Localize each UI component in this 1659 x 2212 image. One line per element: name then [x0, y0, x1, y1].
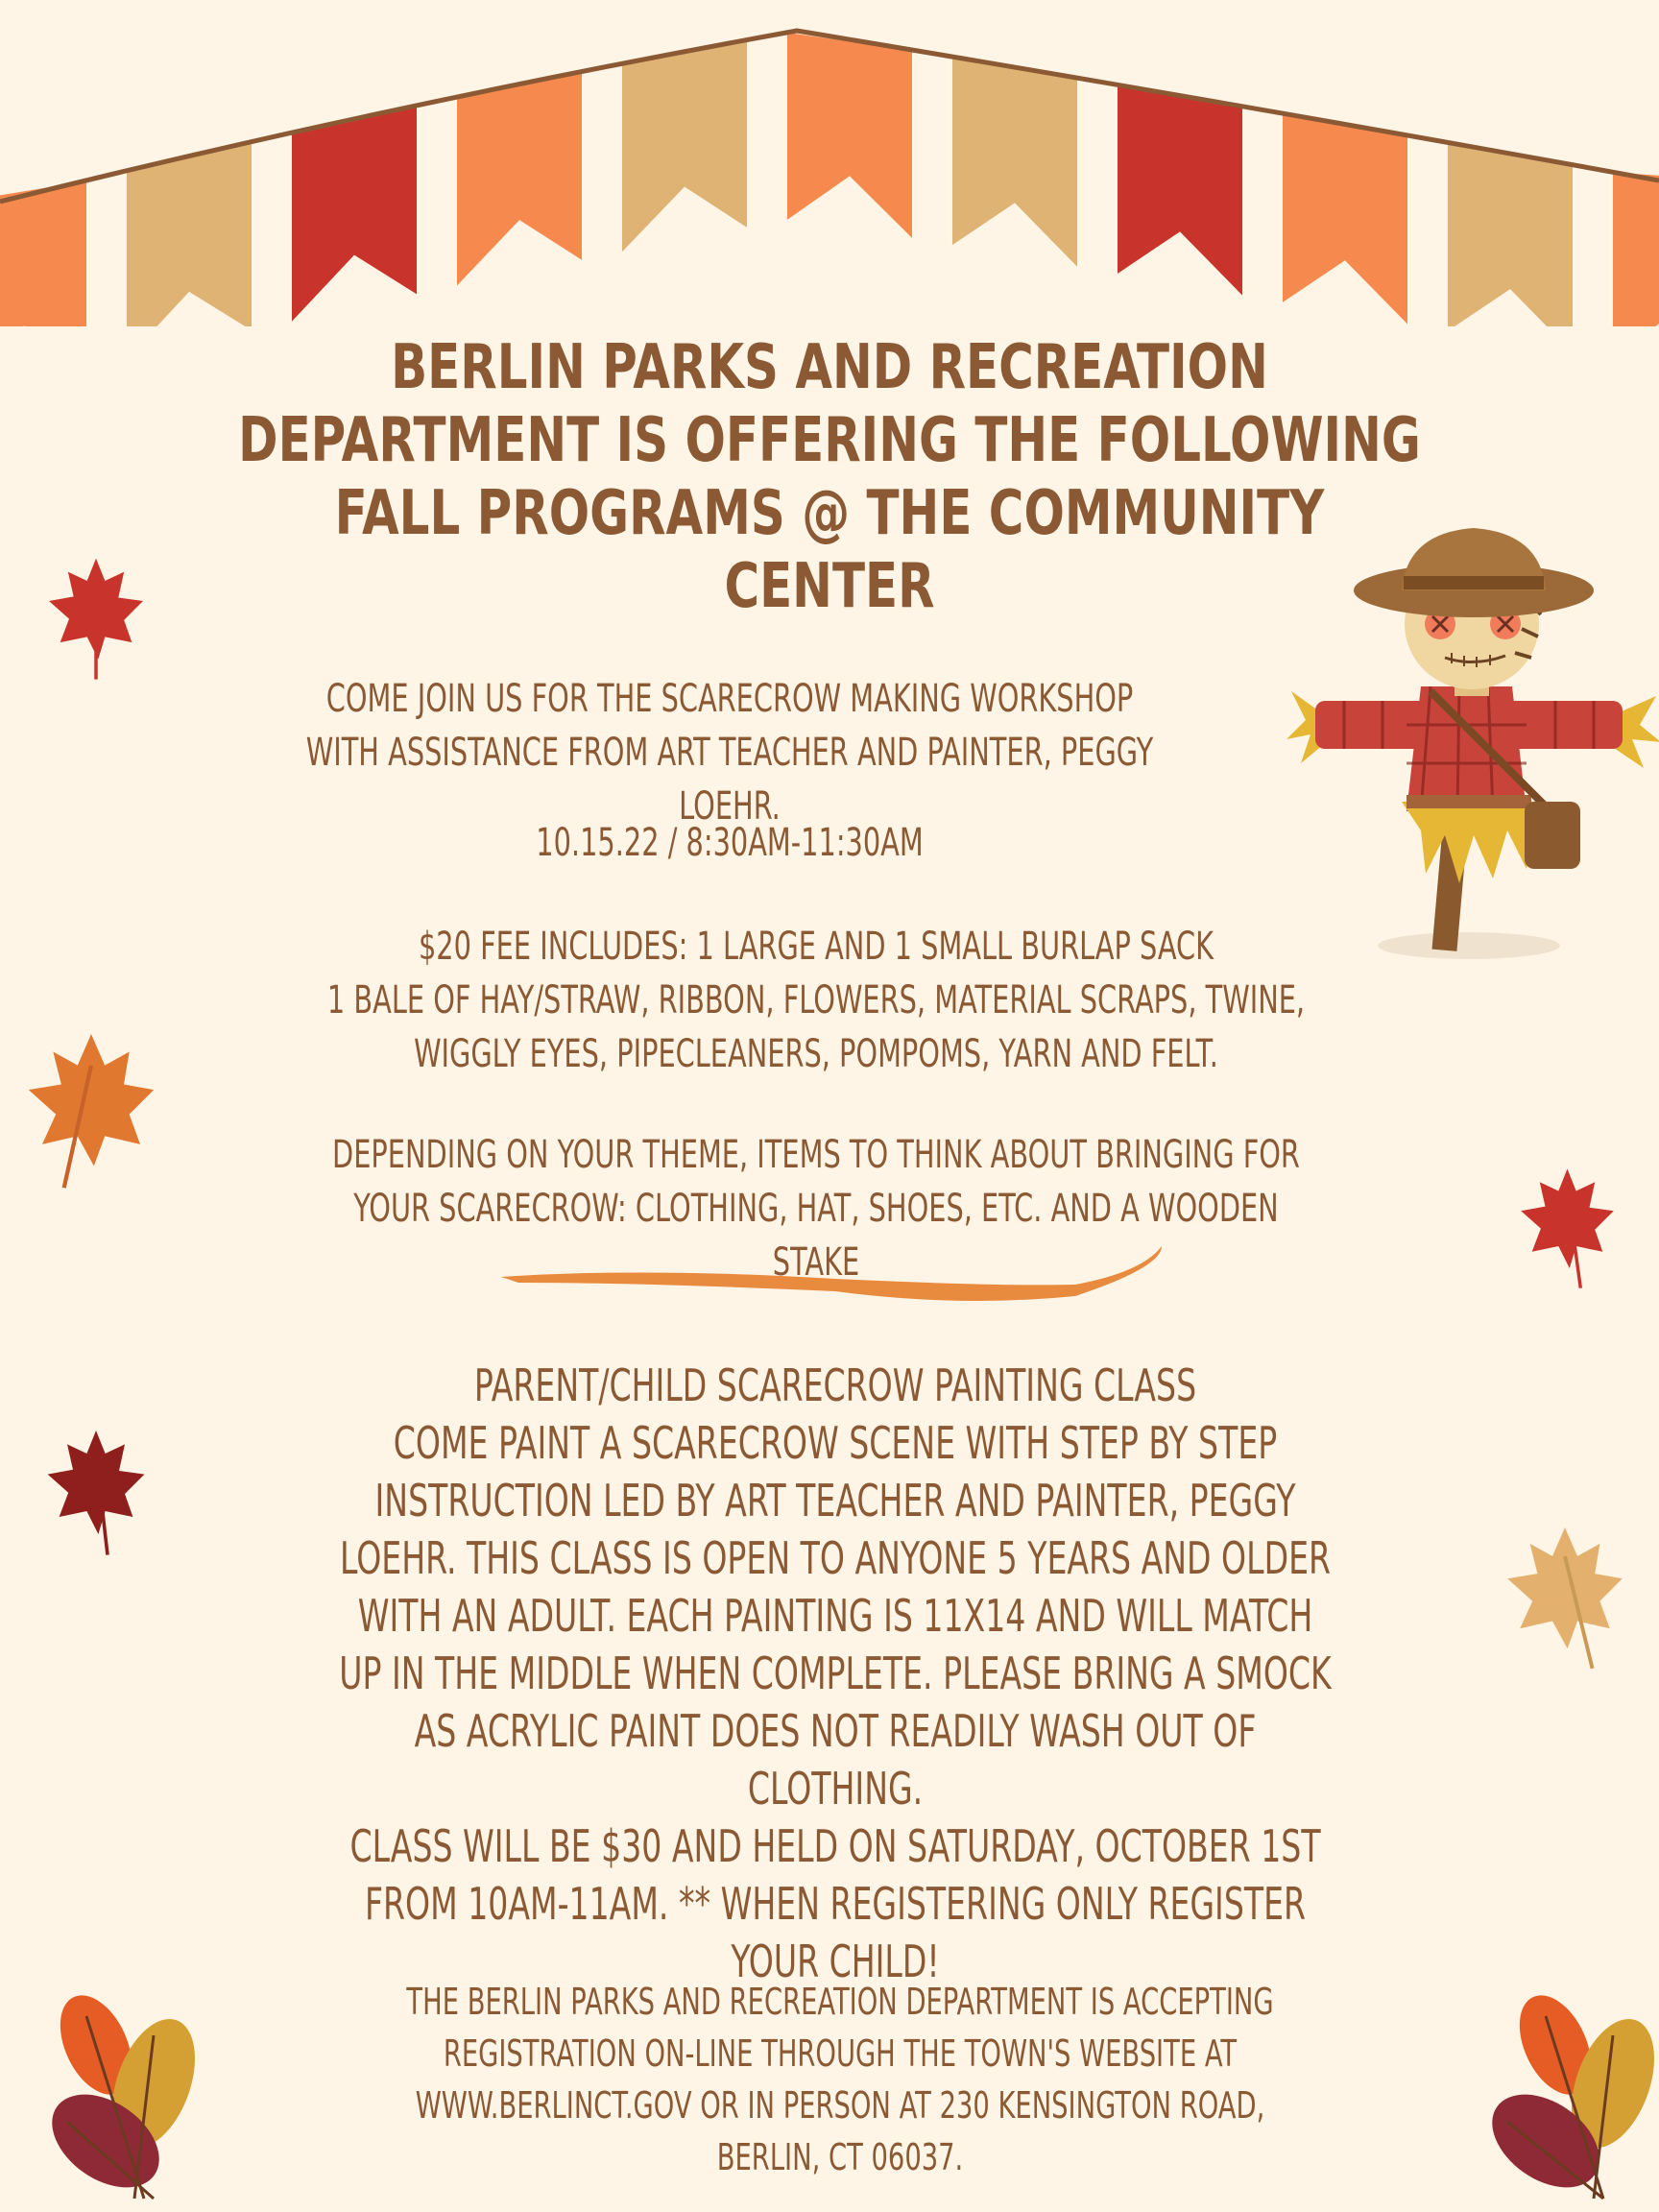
leaf-icon	[38, 547, 154, 682]
bunting-flag	[787, 33, 912, 238]
leaf-icon	[19, 1027, 163, 1190]
bunting-flag	[1613, 173, 1659, 326]
bunting-flag	[622, 40, 747, 252]
painting-class-section	[338, 1357, 1334, 1990]
bunting-banner	[0, 19, 1659, 326]
bunting-flag	[292, 107, 417, 321]
bunting-flag	[952, 58, 1077, 267]
leaf-icon	[1503, 1512, 1627, 1680]
leaf-cluster-icon	[1469, 1978, 1659, 2208]
painting-class-description: COME PAINT A SCARECROW SCENE WITH STEP BY STEP INSTRUCTION LED BY ART TEACHER AND PAINTER, PEGGY LOEHR. THIS CLASS IS OPEN TO ANYONE 5 YEARS AND OLDER WITH AN ADULT. EACH PAINTING IS 11X14 AND WILL MATCH UP IN THE MIDDLE WHEN COMPLETE. PLEASE BRING A SMOCK AS ACRYLIC PAINT DOES NOT READILY WASH OUT OF CLOTHING.	[339, 1417, 1332, 1815]
workshop-date-time: 10.15.22 / 8:30AM-11:30AM	[536, 821, 924, 865]
brush-stroke-divider	[499, 1238, 1171, 1310]
leaf-icon	[1512, 1157, 1623, 1291]
leaf-icon	[38, 1416, 154, 1560]
workshop-fee-info	[298, 920, 1334, 1081]
bunting-flag	[457, 73, 582, 286]
bunting-flag	[127, 143, 252, 326]
scarecrow-illustration	[1286, 523, 1659, 965]
workshop-items-to-bring: DEPENDING ON YOUR THEME, ITEMS TO THINK ABOUT BRINGING FOR YOUR SCARECROW: CLOTHING, HAT, SHOES, ETC. AND A WOODEN STAKE	[332, 1133, 1300, 1285]
bunting-flag	[1283, 115, 1407, 325]
bunting-flag	[1118, 86, 1242, 296]
bunting-flag	[1448, 144, 1573, 326]
bunting-flag	[0, 181, 86, 326]
leaf-cluster-icon	[29, 1978, 221, 2208]
page-title: BERLIN PARKS AND RECREATION DEPARTMENT IS OFFERING THE FOLLOWING FALL PROGRAMS @ THE COMMUNITY CENTER	[238, 332, 1421, 622]
workshop-fee-line2: 1 BALE OF HAY/STRAW, RIBBON, FLOWERS, MATERIAL SCRAPS, TWINE, WIGGLY EYES, PIPECLEANERS, POMPOMS, YARN AND FELT.	[326, 978, 1306, 1076]
registration-info: THE BERLIN PARKS AND RECREATION DEPARTMENT IS ACCEPTING REGISTRATION ON-LINE THROUGH THE TOWN'S WEBSITE AT WWW.BERLINCT.GOV OR IN PERSON AT 230 KENSINGTON ROAD, BERLIN, CT 06037.	[406, 1981, 1274, 2178]
workshop-description: COME JOIN US FOR THE SCARECROW MAKING WORKSHOP WITH ASSISTANCE FROM ART TEACHER AND PAINTER, PEGGY LOEHR.	[305, 677, 1154, 829]
painting-class-details: CLASS WILL BE $30 AND HELD ON SATURDAY, OCTOBER 1ST FROM 10AM-11AM. ** WHEN REGISTERING ONLY REGISTER YOUR CHILD!	[349, 1820, 1321, 1987]
painting-class-heading: PARENT/CHILD SCARECROW PAINTING CLASS	[473, 1359, 1197, 1411]
workshop-fee-line1: $20 FEE INCLUDES: 1 LARGE AND 1 SMALL BURLAP SACK	[418, 925, 1214, 969]
